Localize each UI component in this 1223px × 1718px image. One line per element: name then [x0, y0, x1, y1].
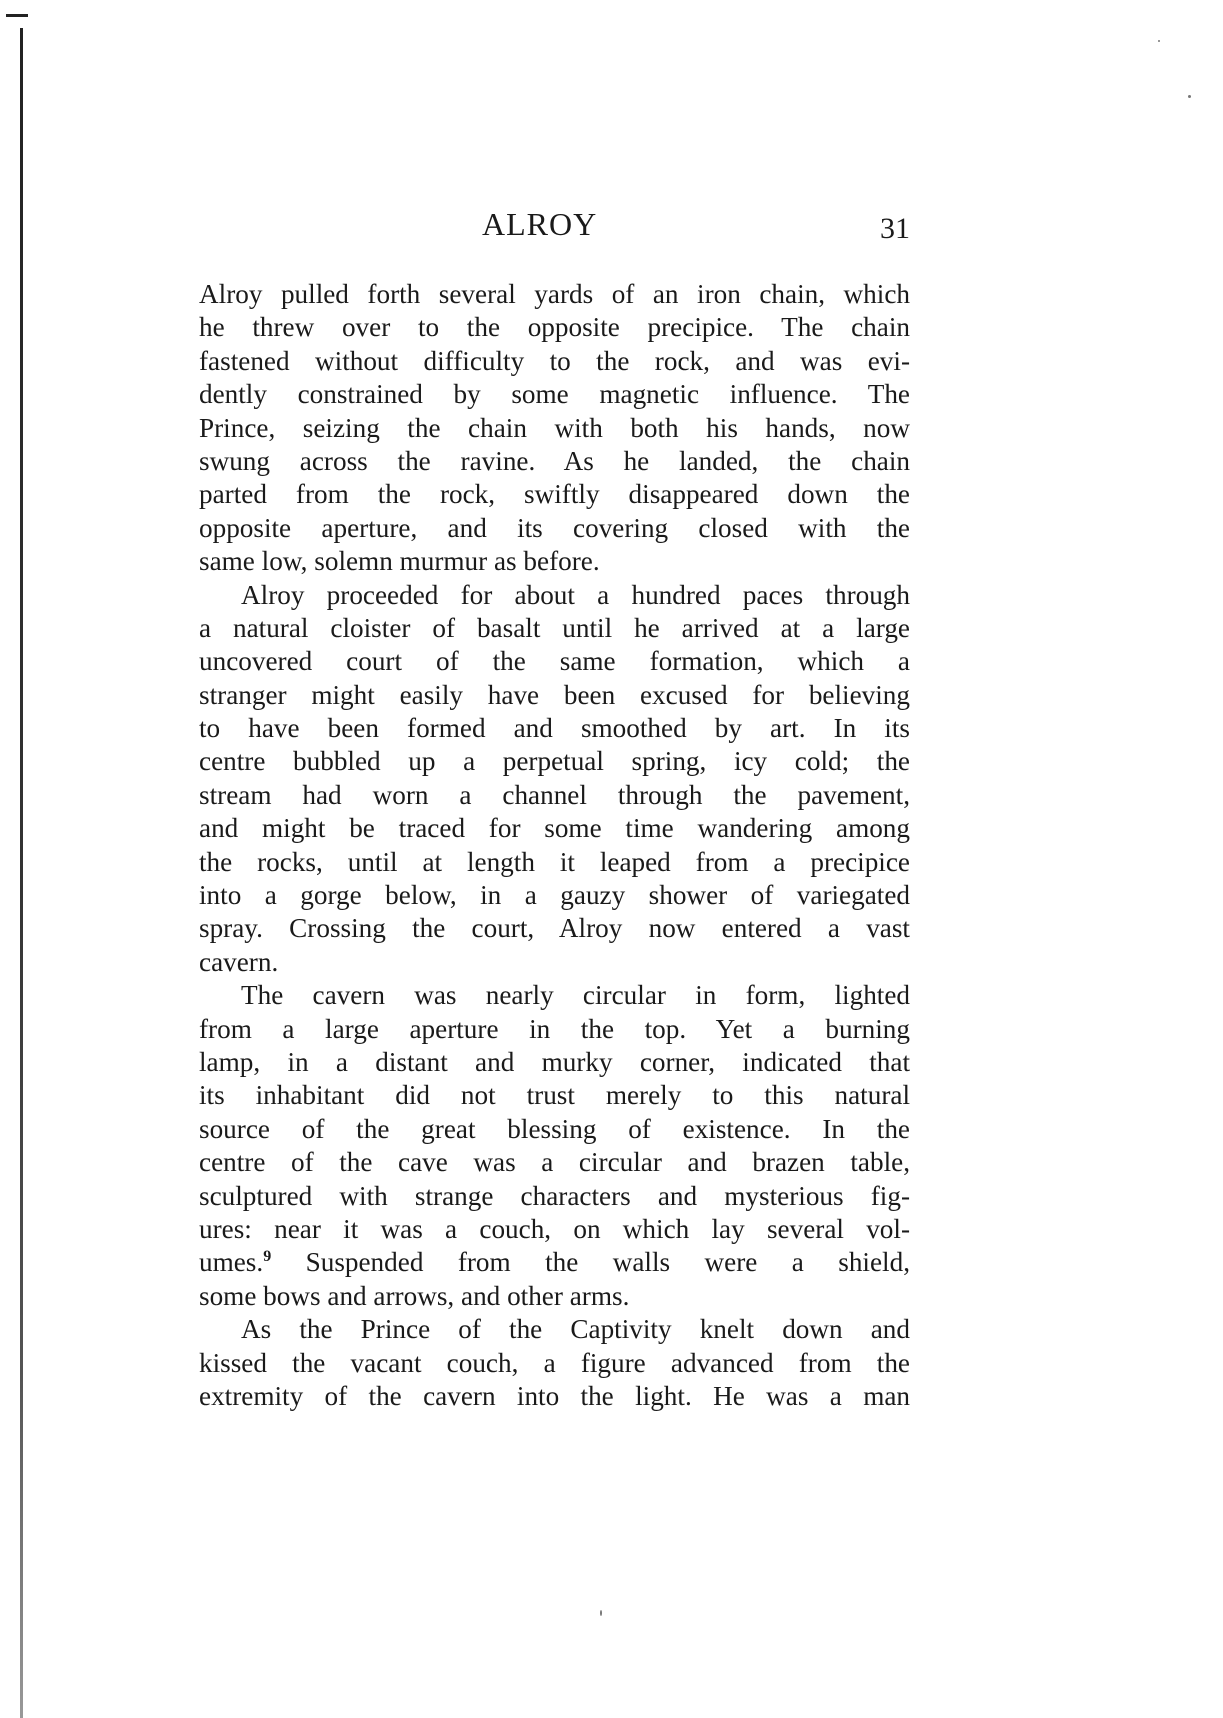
footnote-marker[interactable]: 9: [263, 1248, 272, 1266]
text-line: spray. Crossing the court, Alroy now entered a vast: [199, 913, 910, 944]
running-title: ALROY: [482, 206, 598, 242]
text-line: Alroy pulled forth several yards of an iron chain, which: [199, 279, 910, 309]
text-line: swung across the ravine. As he landed, the chain: [199, 445, 910, 476]
text-line: Prince, seizing the chain with both his hands, now: [199, 412, 910, 443]
text-line: source of the great blessing of existence. In the: [199, 1113, 910, 1144]
text-line: stranger might easily have been excused for believing: [199, 679, 910, 710]
text-line: some bows and arrows, and other arms.: [199, 1280, 630, 1311]
binding-mark: [6, 14, 28, 37]
text-line: its inhabitant did not trust merely to this natural: [199, 1080, 910, 1111]
text-line: sculptured with strange characters and mysterious fig-: [199, 1180, 910, 1211]
text-line: As the Prince of the Captivity knelt down and: [241, 1314, 910, 1345]
text-line: cavern.: [199, 946, 279, 977]
text-fragment: Suspended from the walls were a shield,: [271, 1247, 910, 1278]
text-line: to have been formed and smoothed by art. In its: [199, 713, 910, 744]
text-line: same low, solemn murmur as before.: [199, 546, 600, 577]
body-text: [199, 278, 910, 1413]
text-line: lamp, in a distant and murky corner, indicated that: [199, 1046, 910, 1077]
text-line: he threw over to the opposite precipice. The chain: [199, 312, 910, 343]
text-line: The cavern was nearly circular in form, lighted: [241, 980, 910, 1011]
text-line: from a large aperture in the top. Yet a burning: [199, 1013, 910, 1044]
text-line: a natural cloister of basalt until he arrived at a large: [199, 612, 910, 643]
text-line: and might be traced for some time wandering among: [199, 813, 910, 844]
text-line: dently constrained by some magnetic influence. The: [199, 379, 910, 410]
text-line: uncovered court of the same formation, which a: [199, 646, 910, 677]
text-line: opposite aperture, and its covering closed with the: [199, 512, 910, 543]
paragraph-4: [199, 1313, 910, 1413]
text-line: kissed the vacant couch, a figure advanced from the: [199, 1347, 910, 1378]
paragraph-3: [199, 979, 910, 1313]
binding-edge: [20, 28, 23, 1718]
text-line: Alroy proceeded for about a hundred paces through: [241, 579, 910, 610]
text-line: the rocks, until at length it leaped from a precipice: [199, 846, 910, 877]
paragraph-2: [199, 579, 910, 980]
text-fragment: umes.: [199, 1247, 264, 1278]
text-line: centre bubbled up a perpetual spring, icy cold; the: [199, 746, 910, 777]
text-line: ures: near it was a couch, on which lay several vol-: [199, 1213, 910, 1244]
text-line: parted from the rock, swiftly disappeared down the: [199, 479, 910, 510]
running-head: [200, 206, 910, 246]
scan-speck: [1158, 40, 1160, 42]
scan-speck: [600, 1610, 602, 1616]
text-line: centre of the cave was a circular and brazen table,: [199, 1147, 910, 1178]
paragraph-1: [199, 278, 910, 579]
text-line: into a gorge below, in a gauzy shower of variegated: [199, 880, 910, 911]
text-line: extremity of the cavern into the light. He was a man: [199, 1380, 910, 1411]
page-number: 31: [880, 212, 910, 245]
text-line: fastened without difficulty to the rock, and was evi-: [199, 345, 910, 376]
text-line: stream had worn a channel through the pavement,: [199, 779, 910, 810]
scan-speck: [1188, 95, 1191, 98]
text-line: [199, 1246, 910, 1279]
